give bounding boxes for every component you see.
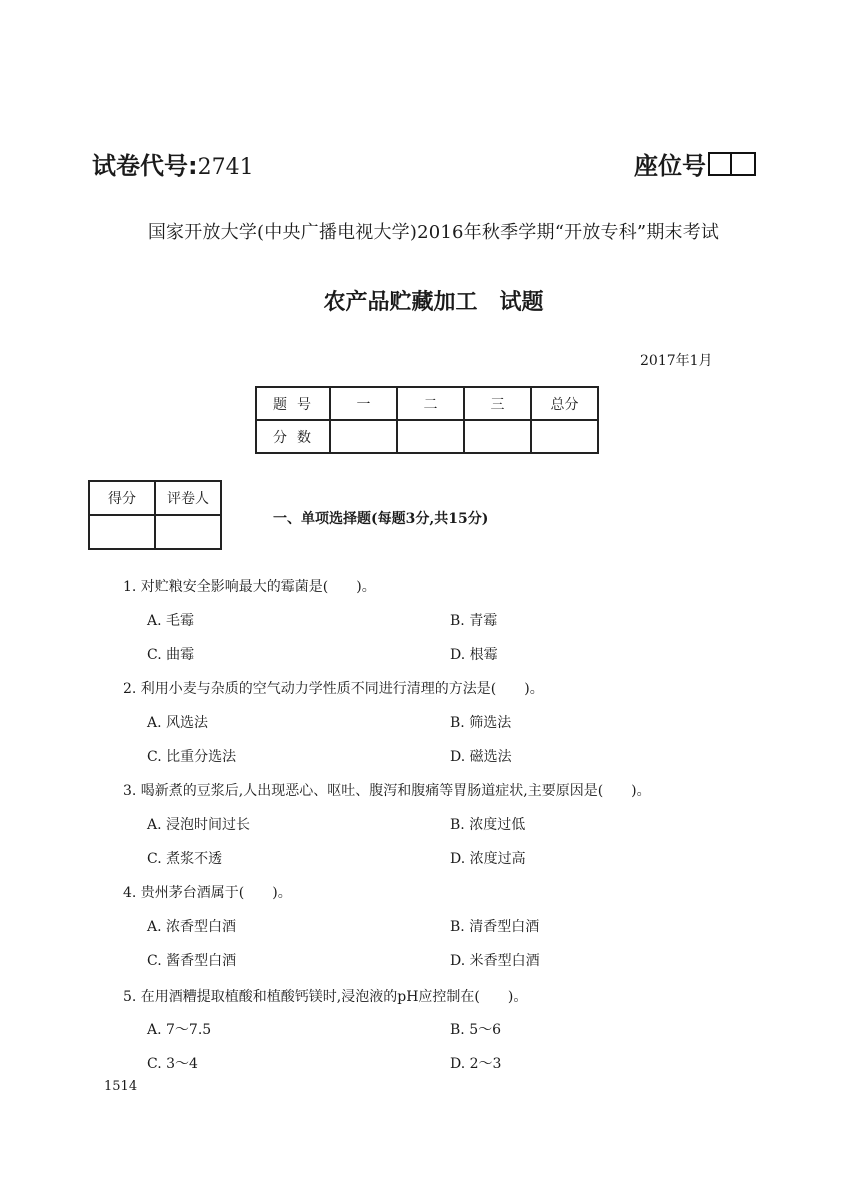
grader-score-cell[interactable] bbox=[89, 515, 155, 549]
option-b[interactable]: B. 青霉 bbox=[450, 613, 498, 629]
question-4: 4. 贵州茅台酒属于( )。 bbox=[123, 885, 292, 901]
option-d[interactable]: D. 根霉 bbox=[450, 647, 498, 663]
exam-date: 2017年1月 bbox=[640, 353, 713, 369]
option-c[interactable]: C. 煮浆不透 bbox=[147, 851, 223, 867]
seat-number bbox=[634, 146, 756, 181]
seat-label: 座位号 bbox=[634, 152, 706, 180]
seat-box[interactable] bbox=[708, 152, 732, 176]
option-d[interactable]: D. 米香型白酒 bbox=[450, 953, 540, 969]
option-b[interactable]: B. 浓度过低 bbox=[450, 817, 526, 833]
exam-line: 国家开放大学(中央广播电视大学)2016年秋季学期“开放专科”期末考试 bbox=[147, 222, 720, 243]
paper-code bbox=[92, 146, 254, 181]
option-c[interactable]: C. 3～4 bbox=[147, 1056, 198, 1072]
score-cell: 题号 bbox=[256, 387, 330, 420]
question-2: 2. 利用小麦与杂质的空气动力学性质不同进行清理的方法是( )。 bbox=[123, 681, 544, 697]
score-table bbox=[255, 386, 599, 454]
question-1: 1. 对贮粮安全影响最大的霉菌是( )。 bbox=[123, 579, 376, 595]
option-a[interactable]: A. 浸泡时间过长 bbox=[147, 817, 251, 833]
option-c[interactable]: C. 酱香型白酒 bbox=[147, 953, 237, 969]
paper-code-label: 试卷代号: bbox=[92, 152, 198, 180]
question-5: 5. 在用酒糟提取植酸和植酸钙镁时,浸泡液的pH应控制在( )。 bbox=[123, 989, 528, 1005]
option-d[interactable]: D. 浓度过高 bbox=[450, 851, 526, 867]
option-d[interactable]: D. 磁选法 bbox=[450, 749, 512, 765]
paper-code-value: 2741 bbox=[197, 155, 254, 180]
option-b[interactable]: B. 5～6 bbox=[450, 1022, 502, 1038]
page-number: 1514 bbox=[104, 1079, 138, 1094]
grader-name-header: 评卷人 bbox=[155, 481, 221, 515]
score-cell: 分数 bbox=[256, 420, 330, 453]
seat-box[interactable] bbox=[732, 152, 756, 176]
option-a[interactable]: A. 7～7.5 bbox=[147, 1022, 212, 1038]
question-3: 3. 喝新煮的豆浆后,人出现恶心、呕吐、腹泻和腹痛等胃肠道症状,主要原因是( )。 bbox=[123, 783, 651, 799]
score-cell: 一 bbox=[330, 387, 397, 420]
score-cell: 二 bbox=[397, 387, 464, 420]
score-cell[interactable] bbox=[330, 420, 397, 453]
page-title: 农产品贮藏加工 试题 bbox=[323, 290, 544, 315]
grader-score-header: 得分 bbox=[89, 481, 155, 515]
option-d[interactable]: D. 2～3 bbox=[450, 1056, 502, 1072]
option-a[interactable]: A. 浓香型白酒 bbox=[147, 919, 237, 935]
grader-table bbox=[88, 480, 222, 550]
score-cell: 总分 bbox=[531, 387, 598, 420]
option-b[interactable]: B. 筛选法 bbox=[450, 715, 512, 731]
score-cell: 三 bbox=[464, 387, 531, 420]
score-cell[interactable] bbox=[531, 420, 598, 453]
section-heading: 一、单项选择题(每题3分,共15分) bbox=[273, 511, 489, 527]
option-a[interactable]: A. 风选法 bbox=[147, 715, 209, 731]
score-cell[interactable] bbox=[464, 420, 531, 453]
grader-name-cell[interactable] bbox=[155, 515, 221, 549]
score-table-value-row bbox=[256, 420, 598, 453]
option-b[interactable]: B. 清香型白酒 bbox=[450, 919, 540, 935]
score-table-header-row bbox=[256, 387, 598, 420]
seat-boxes bbox=[708, 152, 756, 176]
option-c[interactable]: C. 曲霉 bbox=[147, 647, 195, 663]
option-c[interactable]: C. 比重分选法 bbox=[147, 749, 237, 765]
score-cell[interactable] bbox=[397, 420, 464, 453]
option-a[interactable]: A. 毛霉 bbox=[147, 613, 195, 629]
